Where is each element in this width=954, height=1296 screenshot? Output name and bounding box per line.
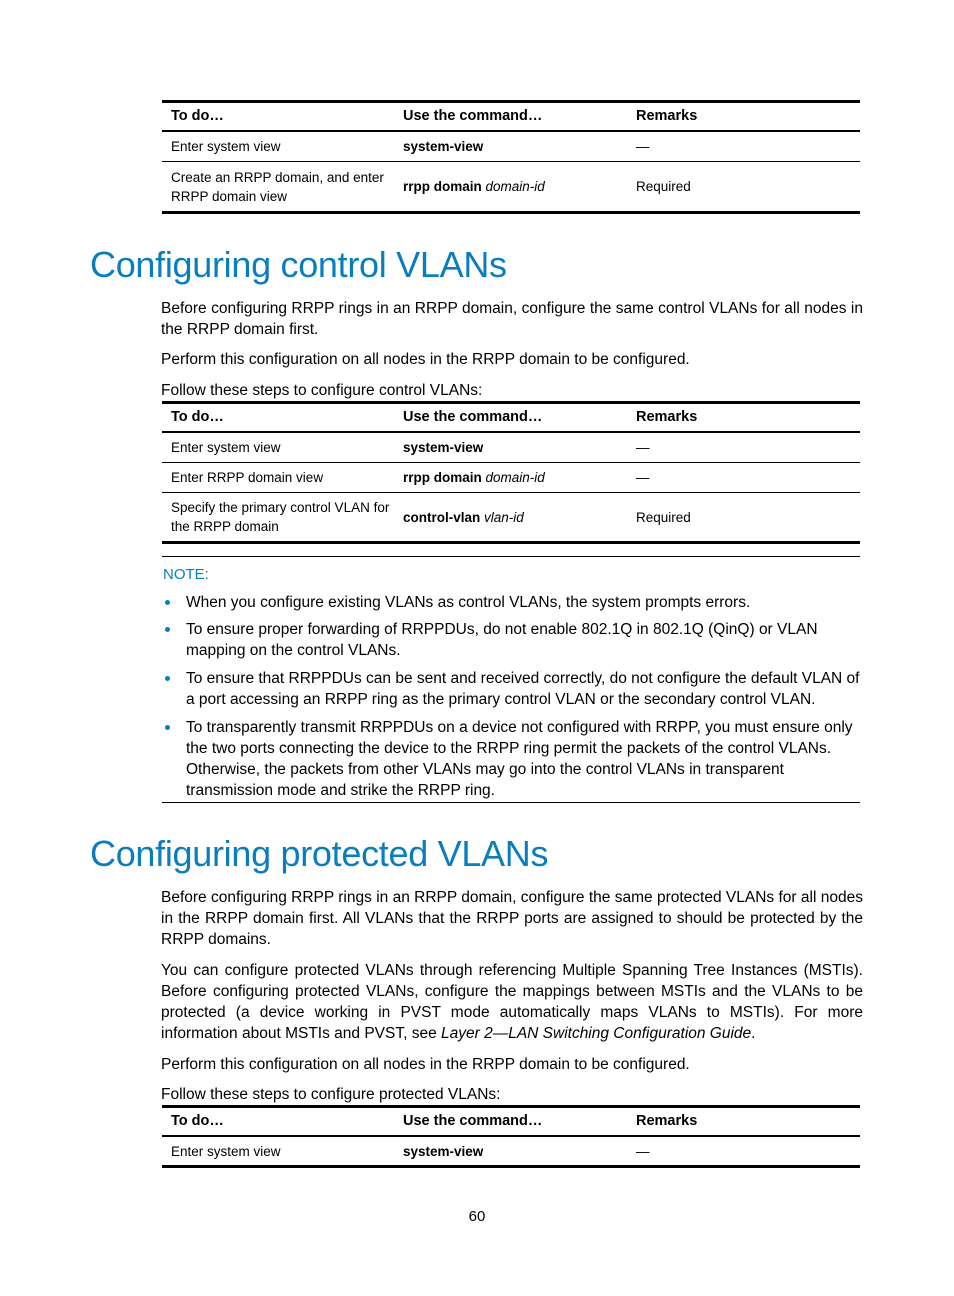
note-item-text: To ensure that RRPPDUs can be sent and received correctly, do not configure the default VLAN of a port accessing an RRPP ring as the primary control VLAN or the secondary control VLAN.: [186, 670, 860, 708]
table-header: [162, 404, 860, 433]
table-row: [162, 493, 860, 541]
note-item: [186, 717, 860, 801]
header-remarks: Remarks: [636, 1113, 698, 1129]
page-number: 60: [468, 1208, 486, 1225]
command-keyword: system-view: [403, 440, 484, 455]
section-heading-protected-vlans: Configuring protected VLANs: [90, 833, 549, 874]
paragraph-text: You can configure protected VLANs through referencing Multiple Spanning Tree Instances (MSTIs). Before configuring protected VLANs, configure the mappings between MSTIs and the VLANs to be protected (a device working in PVST mode automatically maps VLANs to MSTIs). For more information about MSTIs and PVST, see: [161, 962, 863, 1042]
todo-cell: Create an RRPP domain, and enter RRPP domain view: [171, 169, 384, 204]
command-cell: [403, 132, 627, 161]
table-control-vlans: [162, 401, 860, 544]
note-label: NOTE:: [163, 566, 209, 583]
bullet-icon: [165, 600, 170, 605]
command-keyword: system-view: [403, 1143, 484, 1159]
table-row: [162, 433, 860, 463]
table-row: [162, 1137, 860, 1165]
header-todo: To do…: [171, 108, 224, 124]
command-keyword: rrpp domain: [403, 470, 482, 485]
note-item-text: When you configure existing VLANs as control VLANs, the system prompts errors.: [186, 594, 751, 611]
remarks-cell: —: [636, 440, 650, 455]
note-item: [186, 619, 860, 661]
header-command: Use the command…: [403, 108, 543, 124]
table-row: [162, 463, 860, 493]
remarks-cell: Required: [636, 179, 691, 194]
paragraph-text: .: [751, 1025, 756, 1042]
bullet-icon: [165, 725, 170, 730]
note-item: [186, 668, 860, 710]
header-remarks: Remarks: [636, 409, 698, 425]
todo-cell: Specify the primary control VLAN for the RRPP domain: [171, 500, 390, 534]
table-protected-vlans: [162, 1105, 860, 1168]
note-box: [162, 556, 860, 803]
note-item-text: To transparently transmit RRPPDUs on a device not configured with RRPP, you must ensure only the two ports connecting the device to the RRPP ring permit the packets of the control VLANs. Otherwise, the packets from other VLANs may go into the control VLANs in transparent transmission mode and strike the RRPP ring.: [186, 719, 853, 799]
header-todo: To do…: [171, 1113, 224, 1129]
command-argument: domain-id: [485, 179, 545, 194]
paragraph: Perform this configuration on all nodes in the RRPP domain to be configured.: [161, 351, 690, 368]
todo-cell: Enter RRPP domain view: [171, 470, 324, 485]
command-cell: [403, 162, 627, 211]
header-todo: To do…: [171, 409, 224, 425]
header-command: Use the command…: [403, 1113, 543, 1129]
bullet-icon: [165, 676, 170, 681]
header-command: Use the command…: [403, 409, 543, 425]
paragraph: Perform this configuration on all nodes in the RRPP domain to be configured.: [161, 1056, 690, 1073]
remarks-cell: —: [636, 1143, 650, 1159]
command-keyword: rrpp domain: [403, 179, 482, 194]
table-row: [162, 162, 860, 211]
remarks-cell: —: [636, 470, 650, 485]
paragraph: Follow these steps to configure control VLANs:: [161, 382, 483, 399]
command-cell: [403, 463, 627, 492]
paragraph: [161, 960, 863, 1044]
table-header: [162, 103, 860, 132]
header-remarks: Remarks: [636, 108, 698, 124]
command-keyword: system-view: [403, 139, 484, 154]
remarks-cell: Required: [636, 509, 691, 525]
table-header: [162, 1108, 860, 1137]
table-row: [162, 132, 860, 162]
remarks-cell: —: [636, 139, 650, 154]
paragraph: Follow these steps to configure protected VLANs:: [161, 1086, 501, 1103]
command-argument: vlan-id: [484, 509, 524, 525]
todo-cell: Enter system view: [171, 440, 281, 455]
note-item: [186, 592, 860, 613]
bullet-icon: [165, 627, 170, 632]
command-cell: [403, 493, 627, 541]
todo-cell: Enter system view: [171, 1143, 281, 1159]
command-cell: [403, 433, 627, 462]
todo-cell: Enter system view: [171, 139, 281, 154]
table-rrpp-domain: [162, 100, 860, 214]
section-heading-control-vlans: Configuring control VLANs: [90, 244, 507, 285]
command-argument: domain-id: [485, 470, 545, 485]
note-item-text: To ensure proper forwarding of RRPPDUs, do not enable 802.1Q in 802.1Q (QinQ) or VLAN mapping on the control VLANs.: [186, 621, 818, 659]
paragraph: Before configuring RRPP rings in an RRPP domain, configure the same control VLANs for all nodes in the RRPP domain first.: [161, 300, 863, 338]
guide-reference: Layer 2—LAN Switching Configuration Guide: [441, 1025, 752, 1042]
command-keyword: control-vlan: [403, 509, 481, 525]
paragraph: Before configuring RRPP rings in an RRPP domain, configure the same protected VLANs for all nodes in the RRPP domain first. All VLANs that the RRPP ports are assigned to should be protected by the RRPP domains.: [161, 889, 863, 948]
command-cell: [403, 1137, 627, 1165]
